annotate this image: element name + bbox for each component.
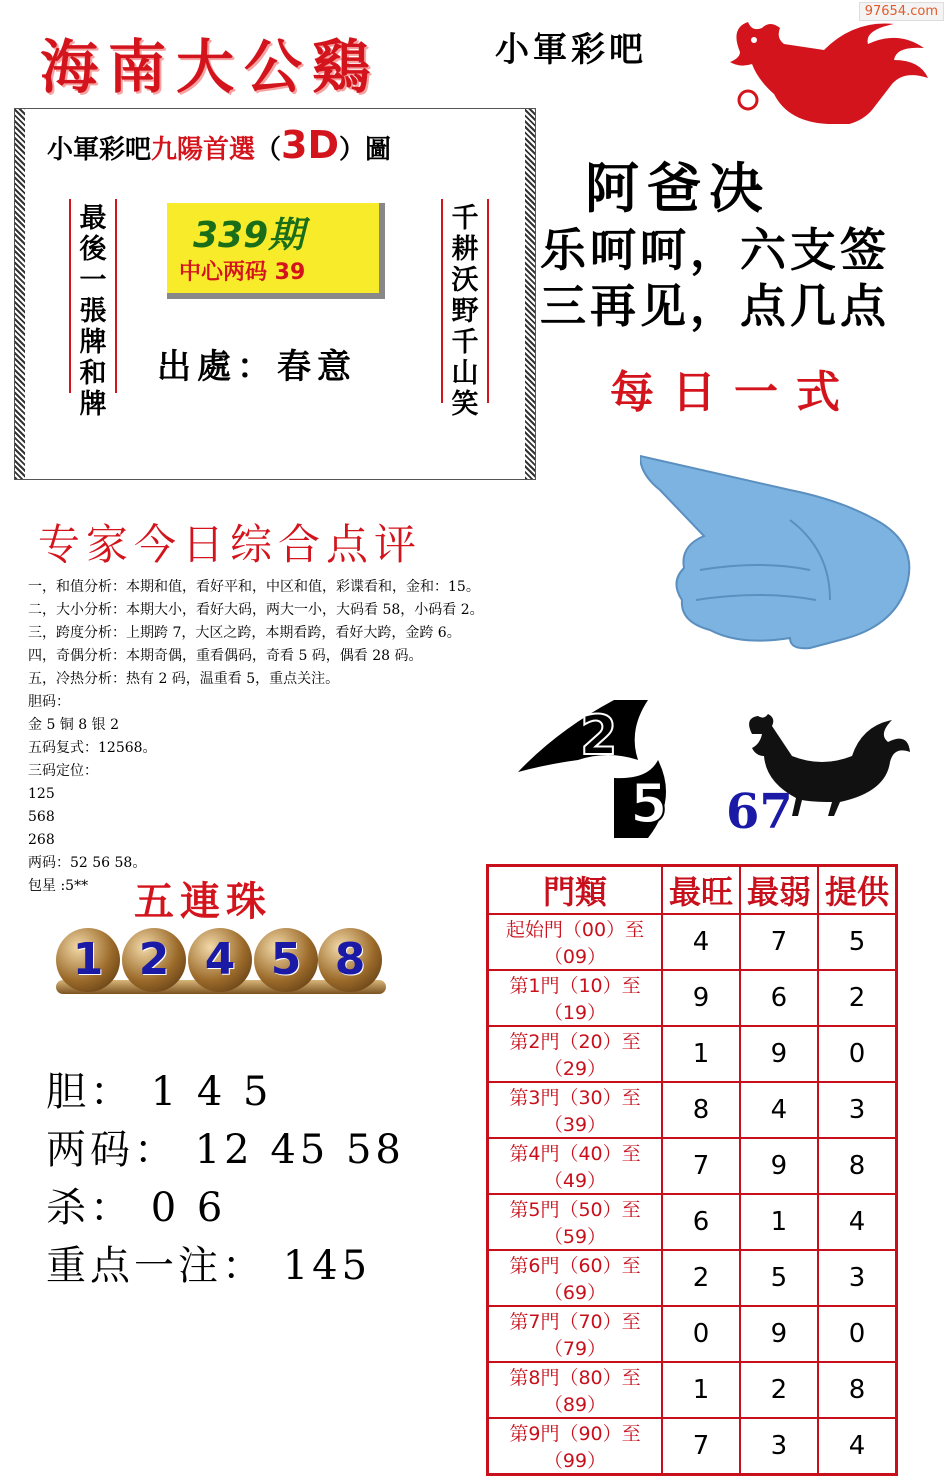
table-cell: 1: [662, 1362, 740, 1418]
table-cell: 2: [662, 1250, 740, 1306]
table-cell: 5: [740, 1250, 818, 1306]
table-cell: 5: [818, 914, 897, 970]
ball: 1: [56, 928, 120, 992]
header-cell: 最弱: [740, 866, 818, 915]
table-cell: 6: [662, 1194, 740, 1250]
analysis-line: 包星 :5**: [28, 878, 89, 894]
door-cell: 第3門（30）至（39）: [488, 1082, 663, 1138]
ball: 5: [254, 928, 318, 992]
table-cell: 0: [662, 1306, 740, 1362]
table-row: [488, 1082, 897, 1138]
panel-left-border: [15, 109, 25, 479]
rooster-icon: [740, 712, 910, 822]
analysis-line: 一，和值分析：本期和值，看好平和，中区和值，彩谍看和，金和：15。: [28, 579, 480, 595]
period-box: [167, 203, 385, 299]
puzzle-panel: [14, 108, 536, 480]
analysis-line: 五码复式：12568。: [28, 740, 157, 756]
table-row: [488, 1194, 897, 1250]
source-text: 出處：春意: [157, 347, 357, 387]
door-cell: 第1門（10）至（19）: [488, 970, 663, 1026]
period-number: 339期: [193, 215, 305, 256]
analysis-line: 胆码：: [28, 694, 70, 710]
table-cell: 4: [818, 1194, 897, 1250]
right-vertical-verse: 千耕沃野千山笑: [441, 199, 489, 403]
five-balls-title: 五連珠: [134, 878, 272, 925]
poem-line-1: 乐呵呵，六支签: [540, 223, 890, 277]
hand-gesture-icon: [640, 450, 920, 660]
table-row: [488, 970, 897, 1026]
analysis-line: 三，跨度分析：上期跨 7，大区之跨，本期看跨，看好大跨，金跨 6。: [28, 625, 461, 641]
site-watermark: 97654.com: [859, 2, 944, 21]
poem-line-2: 三再见，点几点: [540, 279, 890, 333]
digit-5: 5: [630, 772, 668, 835]
daily-title: 每日一式: [610, 367, 858, 418]
table-row: [488, 1250, 897, 1306]
table-cell: 0: [818, 1026, 897, 1082]
door-cell: 第9門（90）至（99）: [488, 1418, 663, 1475]
panel-heading-brand: 小軍彩吧: [47, 135, 152, 165]
panel-heading-3d: 3D: [281, 123, 340, 167]
analysis-line: 568: [28, 809, 55, 825]
digits-picture: [518, 690, 688, 840]
table-row: [488, 914, 897, 970]
table-row: [488, 1418, 897, 1475]
summary-dan: 胆： 1 4 5: [46, 1069, 273, 1115]
number-67: 67: [726, 784, 793, 840]
summary-two-codes: 两码： 12 45 58: [46, 1127, 405, 1173]
door-cell: 第8門（80）至（89）: [488, 1362, 663, 1418]
analysis-line: 二，大小分析：本期大小，看好大码，两大一小，大码看 58，小码看 2。: [28, 602, 484, 618]
table-row: [488, 1306, 897, 1362]
table-cell: 9: [740, 1306, 818, 1362]
poem-title: 阿爸决: [585, 156, 771, 220]
table-cell: 9: [740, 1138, 818, 1194]
digit-2: 2: [580, 704, 618, 767]
main-title: 海南大公鷄: [40, 33, 381, 101]
analysis-line: 四，奇偶分析：本期奇偶，重看偶码，奇看 5 码，偶看 28 码。: [28, 648, 423, 664]
door-cell: 第2門（20）至（29）: [488, 1026, 663, 1082]
table-cell: 9: [662, 970, 740, 1026]
ball: 8: [318, 928, 382, 992]
doors-table: [486, 864, 898, 1476]
center-two-codes: 中心两码 39: [179, 260, 306, 285]
table-cell: 3: [818, 1082, 897, 1138]
table-cell: 4: [740, 1082, 818, 1138]
door-cell: 第6門（60）至（69）: [488, 1250, 663, 1306]
table-cell: 8: [662, 1082, 740, 1138]
table-cell: 1: [662, 1026, 740, 1082]
panel-heading: [47, 123, 391, 167]
analysis-line: 268: [28, 832, 55, 848]
ball: 2: [122, 928, 186, 992]
panel-heading-open: （: [255, 135, 282, 165]
door-cell: 第4門（40）至（49）: [488, 1138, 663, 1194]
table-cell: 4: [662, 914, 740, 970]
door-cell: 第5門（50）至（59）: [488, 1194, 663, 1250]
table-cell: 2: [818, 970, 897, 1026]
analysis-line: 125: [28, 786, 55, 802]
table-row: [488, 1138, 897, 1194]
table-cell: 7: [662, 1138, 740, 1194]
header-cell: 最旺: [662, 866, 740, 915]
table-cell: 6: [740, 970, 818, 1026]
table-cell: 8: [818, 1362, 897, 1418]
table-cell: 2: [740, 1362, 818, 1418]
table-row: [488, 1026, 897, 1082]
door-cell: 起始門（00）至（09）: [488, 914, 663, 970]
table-cell: 8: [818, 1138, 897, 1194]
panel-right-border: [525, 109, 535, 479]
table-cell: 9: [740, 1026, 818, 1082]
table-cell: 7: [740, 914, 818, 970]
header-cell: 提供: [818, 866, 897, 915]
five-balls-row: [56, 928, 386, 1000]
door-cell: 第7門（70）至（79）: [488, 1306, 663, 1362]
table-cell: 7: [662, 1418, 740, 1475]
table-cell: 3: [740, 1418, 818, 1475]
table-cell: 3: [818, 1250, 897, 1306]
summary-kill: 杀： 0 6: [46, 1185, 227, 1231]
table-cell: 1: [740, 1194, 818, 1250]
table-cell: 4: [818, 1418, 897, 1475]
header-cell: 門類: [488, 866, 663, 915]
analysis-line: 五，冷热分析：热有 2 码，温重看 5，重点关注。: [28, 671, 340, 687]
analysis-line: 三码定位：: [28, 763, 98, 779]
analysis-line: 两码：52 56 58。: [28, 855, 147, 871]
table-cell: 0: [818, 1306, 897, 1362]
panel-heading-red: 九陽首選: [151, 135, 256, 165]
expert-review-title: 专家今日综合点评: [38, 520, 423, 569]
panel-heading-close: ）圖: [339, 135, 392, 165]
left-vertical-verse: 最後一張牌和牌: [69, 199, 117, 393]
summary-key-bet: 重点一注： 145: [46, 1243, 372, 1289]
ball: 4: [188, 928, 252, 992]
table-header-row: [488, 866, 897, 915]
table-row: [488, 1362, 897, 1418]
brand-name: 小軍彩吧: [495, 30, 647, 70]
analysis-line: 金 5 铜 8 银 2: [28, 717, 119, 733]
rooster-papercut-icon: [718, 14, 932, 124]
